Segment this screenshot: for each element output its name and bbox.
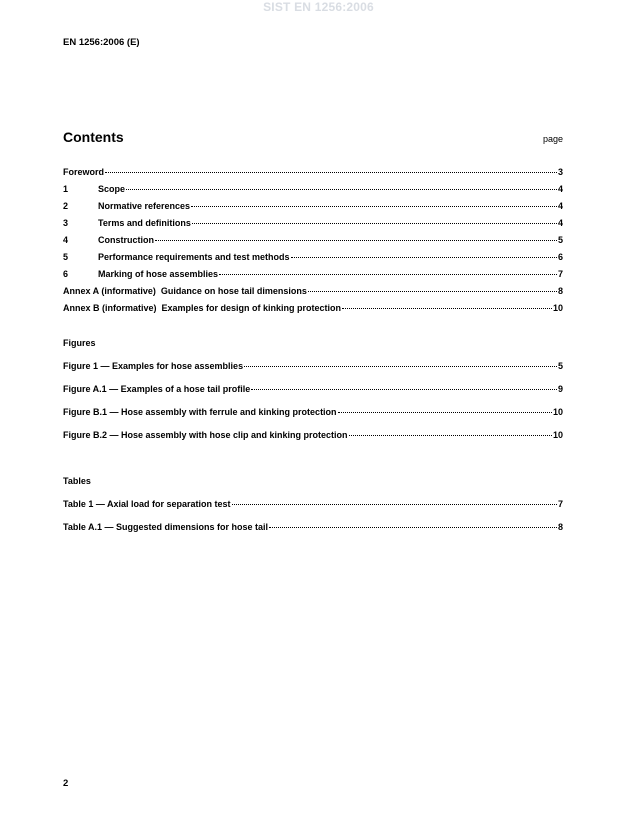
table-entry-1[interactable] — [63, 499, 563, 510]
figure-entry-a1[interactable] — [63, 384, 563, 395]
contents-title: Contents — [63, 129, 124, 145]
leader-dots — [219, 274, 557, 275]
toc-entry-page: 4 — [557, 184, 563, 194]
table-entry-page: 8 — [557, 522, 563, 532]
leader-dots — [291, 257, 557, 258]
toc-entry-title: Annex B (informative) Examples for design of kinking protection — [63, 303, 342, 313]
toc-entry-title: Terms and definitions — [98, 218, 191, 228]
leader-dots — [269, 527, 557, 528]
toc-entry-annex-b[interactable] — [63, 303, 563, 314]
toc-entry-number: 2 — [63, 201, 69, 211]
toc-entry-title: Construction — [98, 235, 154, 245]
toc-entry-scope[interactable] — [63, 184, 563, 195]
toc-entry-page: 4 — [557, 218, 563, 228]
toc-entry-normative-references[interactable] — [63, 201, 563, 212]
figure-entry-b2[interactable] — [63, 430, 563, 441]
toc-entry-number: 3 — [63, 218, 69, 228]
toc-entry-foreword[interactable] — [63, 167, 563, 178]
toc-entry-construction[interactable] — [63, 235, 563, 246]
toc-entry-title: Normative references — [98, 201, 191, 211]
table-entry-a1[interactable] — [63, 522, 563, 533]
toc-entry-title: Scope — [98, 184, 126, 194]
toc-entry-performance-requirements[interactable] — [63, 252, 563, 263]
leader-dots — [232, 504, 557, 505]
toc-entry-title: Marking of hose assemblies — [98, 269, 219, 279]
toc-entry-page: 5 — [557, 235, 563, 245]
table-entry-title: Table A.1 — Suggested dimensions for hose tail — [63, 522, 269, 532]
figure-entry-page: 10 — [552, 407, 563, 417]
toc-entry-page: 3 — [557, 167, 563, 177]
toc-entry-page: 10 — [552, 303, 563, 313]
leader-dots — [342, 308, 552, 309]
figure-entry-b1[interactable] — [63, 407, 563, 418]
leader-dots — [244, 366, 557, 367]
leader-dots — [126, 189, 557, 190]
toc-entry-marking-of-hose-assemblies[interactable] — [63, 269, 563, 280]
figure-entry-page: 10 — [552, 430, 563, 440]
tables-heading: Tables — [63, 476, 91, 486]
toc-entry-number: 4 — [63, 235, 69, 245]
toc-entry-number: 1 — [63, 184, 69, 194]
toc-entry-page: 8 — [557, 286, 563, 296]
table-entry-title: Table 1 — Axial load for separation test — [63, 499, 231, 509]
leader-dots — [191, 206, 557, 207]
leader-dots — [349, 435, 552, 436]
figure-entry-title: Figure 1 — Examples for hose assemblies — [63, 361, 244, 371]
toc-entry-page: 4 — [557, 201, 563, 211]
page-column-label: page — [542, 134, 563, 144]
figures-heading: Figures — [63, 338, 96, 348]
figure-entry-1[interactable] — [63, 361, 563, 372]
leader-dots — [192, 223, 557, 224]
page-number: 2 — [63, 778, 69, 789]
figure-entry-title: Figure B.1 — Hose assembly with ferrule and kinking protection — [63, 407, 337, 417]
watermark: SIST EN 1256:2006 — [263, 0, 374, 14]
document-id: EN 1256:2006 (E) — [63, 37, 140, 48]
toc-entry-title: Performance requirements and test methods — [98, 252, 290, 262]
figure-entry-page: 9 — [557, 384, 563, 394]
toc-entry-terms-and-definitions[interactable] — [63, 218, 563, 229]
figure-entry-title: Figure A.1 — Examples of a hose tail profile — [63, 384, 251, 394]
toc-entry-number: 5 — [63, 252, 69, 262]
leader-dots — [105, 172, 557, 173]
toc-entry-title: Foreword — [63, 167, 105, 177]
leader-dots — [251, 389, 557, 390]
toc-entry-page: 6 — [557, 252, 563, 262]
table-entry-page: 7 — [557, 499, 563, 509]
leader-dots — [155, 240, 557, 241]
figure-entry-title: Figure B.2 — Hose assembly with hose clip and kinking protection — [63, 430, 348, 440]
toc-entry-annex-a[interactable] — [63, 286, 563, 297]
leader-dots — [308, 291, 557, 292]
toc-entry-page: 7 — [557, 269, 563, 279]
toc-entry-number: 6 — [63, 269, 69, 279]
leader-dots — [338, 412, 552, 413]
figure-entry-page: 5 — [557, 361, 563, 371]
toc-entry-title: Annex A (informative) Guidance on hose tail dimensions — [63, 286, 307, 296]
